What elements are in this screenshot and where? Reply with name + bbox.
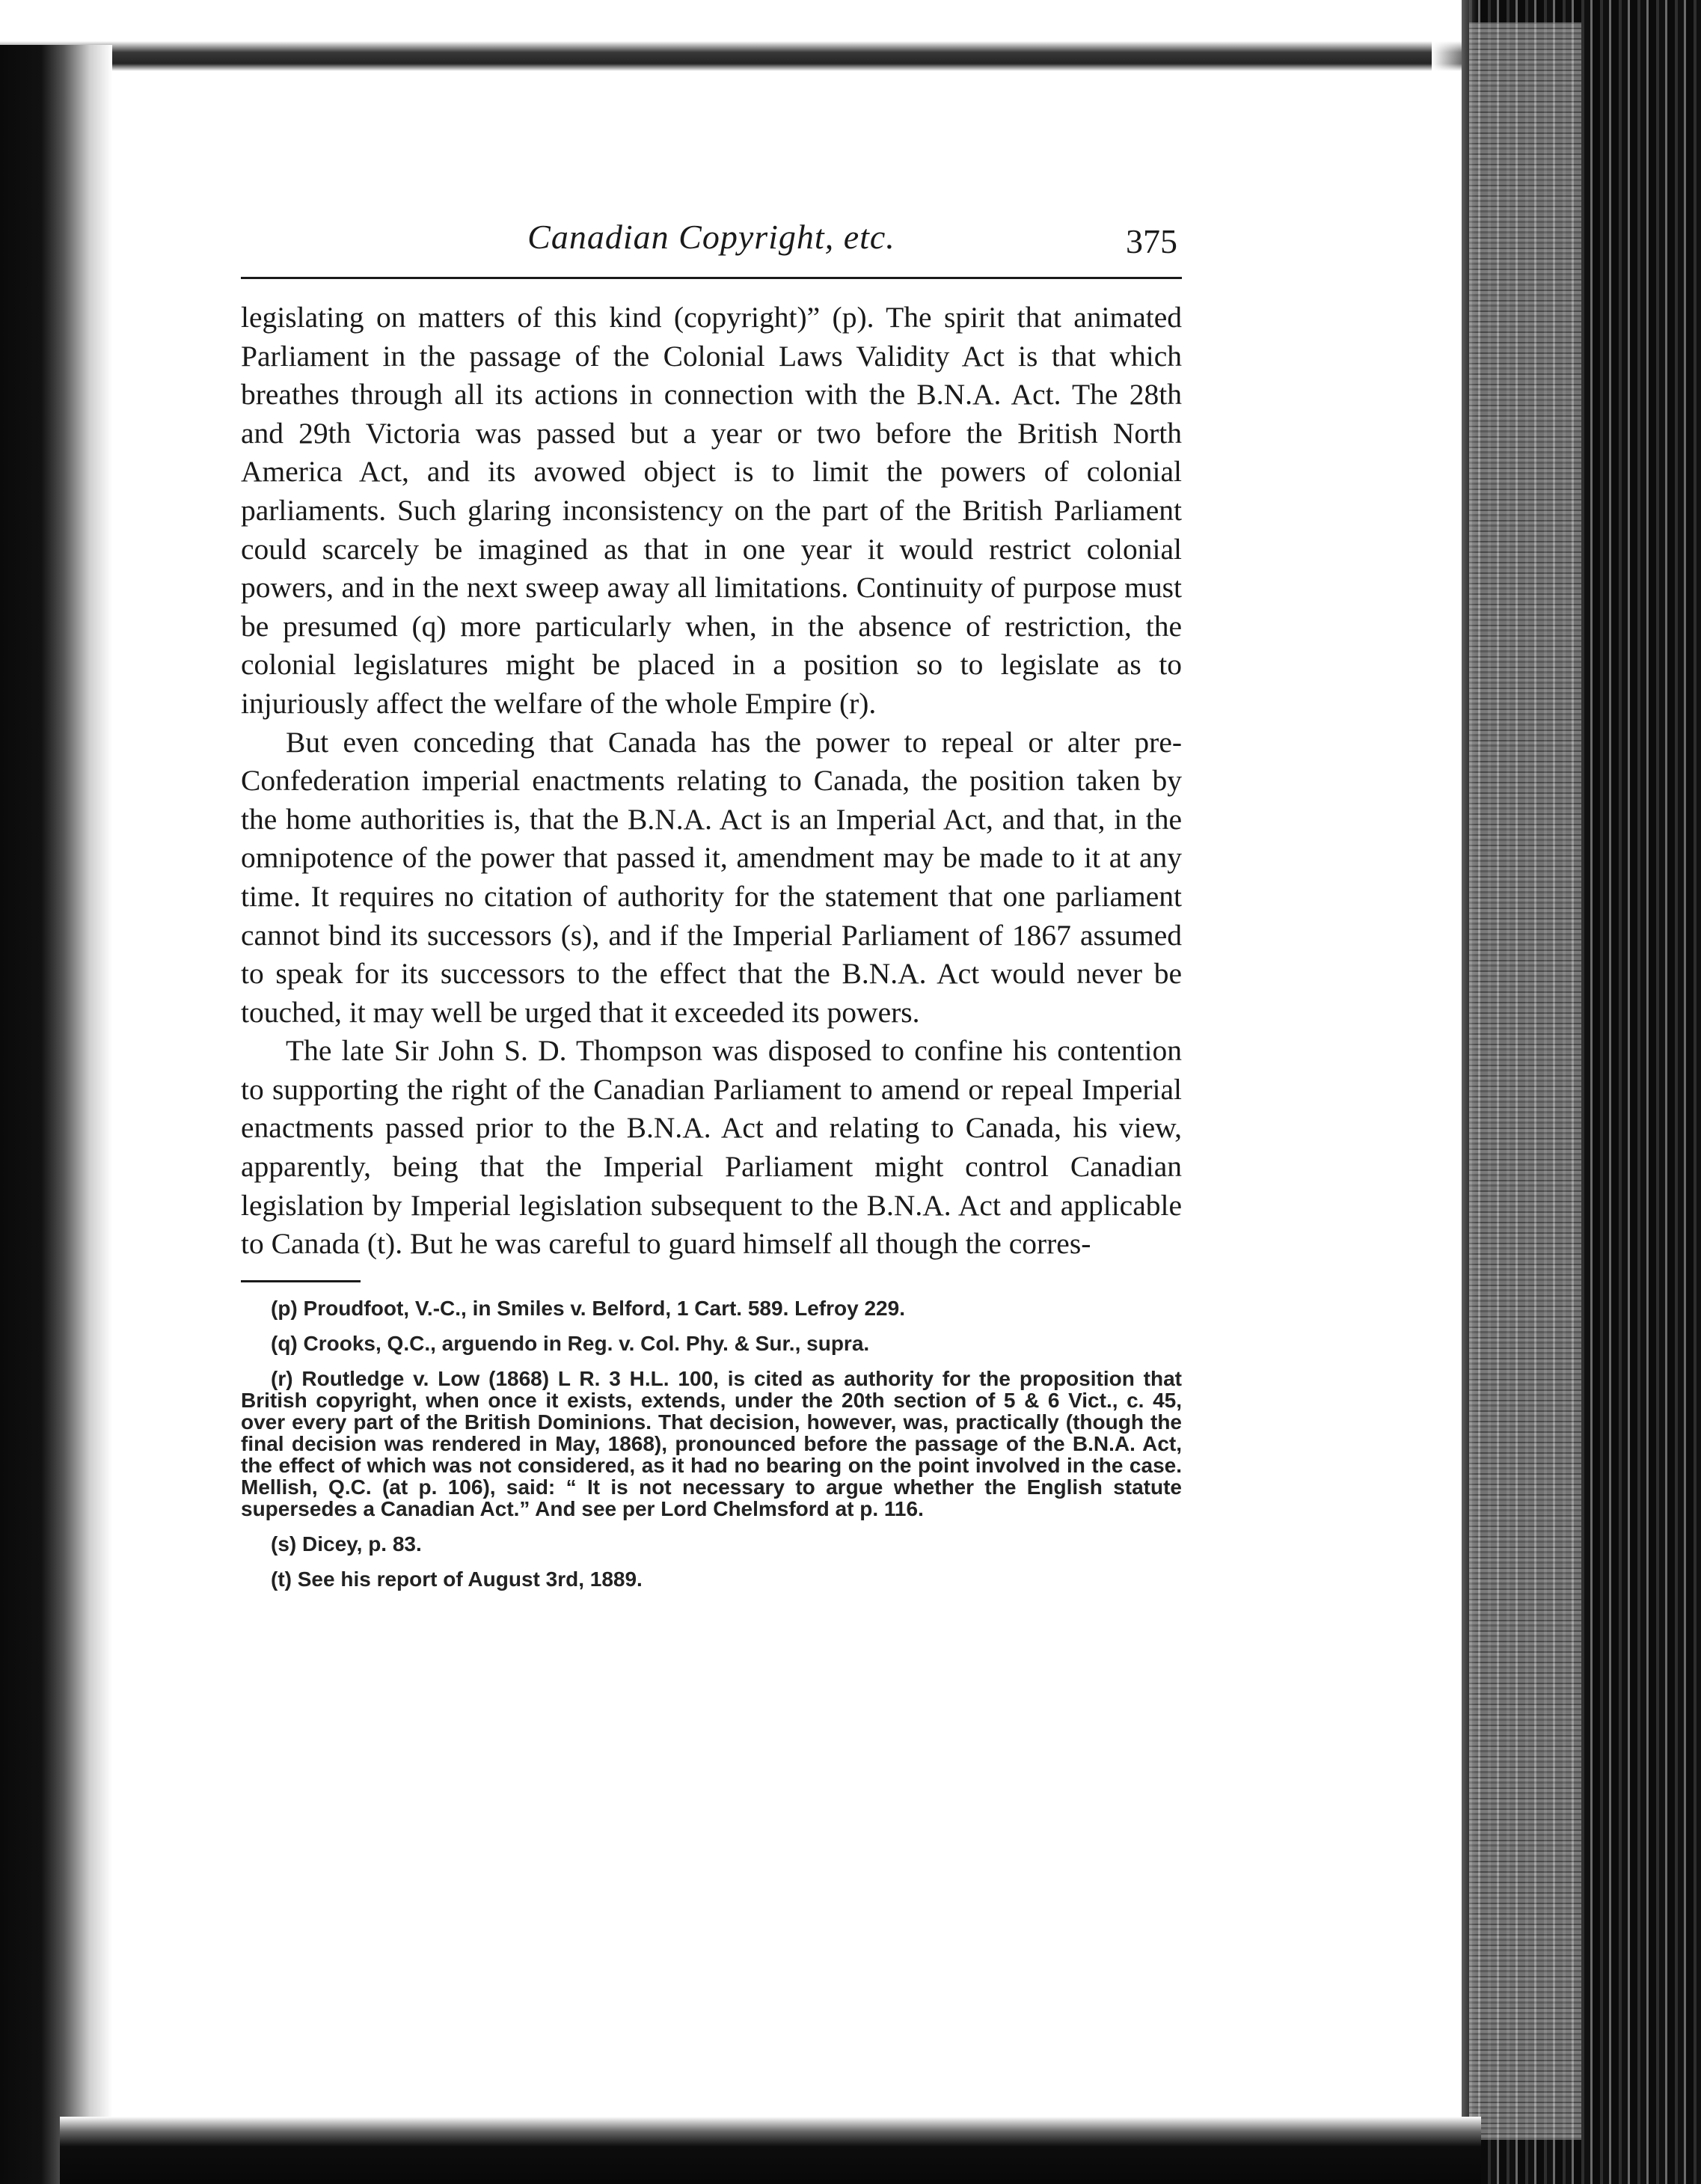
header-rule: [241, 277, 1182, 279]
footnote-s: (s) Dicey, p. 83.: [271, 1532, 422, 1556]
footnote-q: (q) Crooks, Q.C., arguendo in Reg. v. Col. Phy. & Sur., supra.: [271, 1331, 870, 1355]
footnotes: [241, 1297, 1182, 1590]
footnote-t: (t) See his report of August 3rd, 1889.: [271, 1567, 643, 1591]
scan-page-stack-texture: [1469, 22, 1581, 2140]
running-head: [241, 217, 1182, 277]
footnote-r: (r) Routledge v. Low (1868) L R. 3 H.L. 100, is cited as authority for the proposition that British copyright, when once it exists, extends, under the 20th section of 5 & 6 Vict., c. 45, over every part of the British Dominions. That decision, however, was, practically (though the final decision was rendered in May, 1868), pronounced before the passage of the B.N.A. Act, the effect of which was not considered, as it had no bearing on the point involved in the case. Mellish, Q.C. (at p. 106), said: “ It is not necessary to argue whether the English statute supersedes a Canadian Act.” And see per Lord Chelmsford at p. 116.: [241, 1366, 1182, 1520]
running-title: Canadian Copyright, etc.: [527, 218, 895, 256]
scan-page-stack-fade: [1432, 0, 1477, 2184]
scan-top-edge: [0, 0, 1496, 71]
paragraph: legislating on matters of this kind (copyright)” (p). The spirit that animated Parliament in the passage of the Colonial Laws Validity Act is that which breathes through all its actions in connection with the B.N.A. Act. The 28th and 29th Victoria was passed but a year or two before the British North America Act, and its avowed object is to limit the powers of colonial parliaments. Such glaring inconsistency on the part of the British Parliament could scarcely be imagined as that in one year it would restrict colonial powers, and in the next sweep away all limitations. Continuity of purpose must be presumed (q) more particularly when, in the absence of restriction, the colonial legislatures might be placed in a position so to legislate as to injuriously affect the welfare of the whole Empire (r).: [241, 301, 1182, 720]
paragraph: The late Sir John S. D. Thompson was disposed to confine his contention to supporting the right of the Canadian Parliament to amend or repeal Imperial enactments passed prior to the B.N.A. Act and relating to Canada, his view, apparently, being that the Imperial Parliament might control Canadian legislation by Imperial legislation subsequent to the B.N.A. Act and applicable to Canada (t). But he was careful to guard himself all though the corres-: [241, 1034, 1182, 1261]
page-number: 375: [1126, 222, 1177, 260]
scan-bottom-edge: [60, 2117, 1481, 2184]
book-page: [241, 217, 1182, 1603]
paragraph: But even conceding that Canada has the power to repeal or alter pre-Confederation imperial enactments relating to Canada, the position taken by the home authorities is, that the B.N.A. Act is an Imperial Act, and that, in the omnipotence of the power that passed it, amendment may be made to it at any time. It requires no citation of authority for the statement that one parliament cannot bind its successors (s), and if the Imperial Parliament of 1867 assumed to speak for its successors to the effect that the B.N.A. Act would never be touched, it may well be urged that it exceeded its powers.: [241, 725, 1182, 1029]
footnote-p: (p) Proudfoot, V.-C., in Smiles v. Belford, 1 Cart. 589. Lefroy 229.: [271, 1296, 905, 1320]
scan-binding-left: [0, 45, 112, 2184]
body-text: [241, 299, 1182, 1264]
footnote-rule: [241, 1280, 361, 1282]
